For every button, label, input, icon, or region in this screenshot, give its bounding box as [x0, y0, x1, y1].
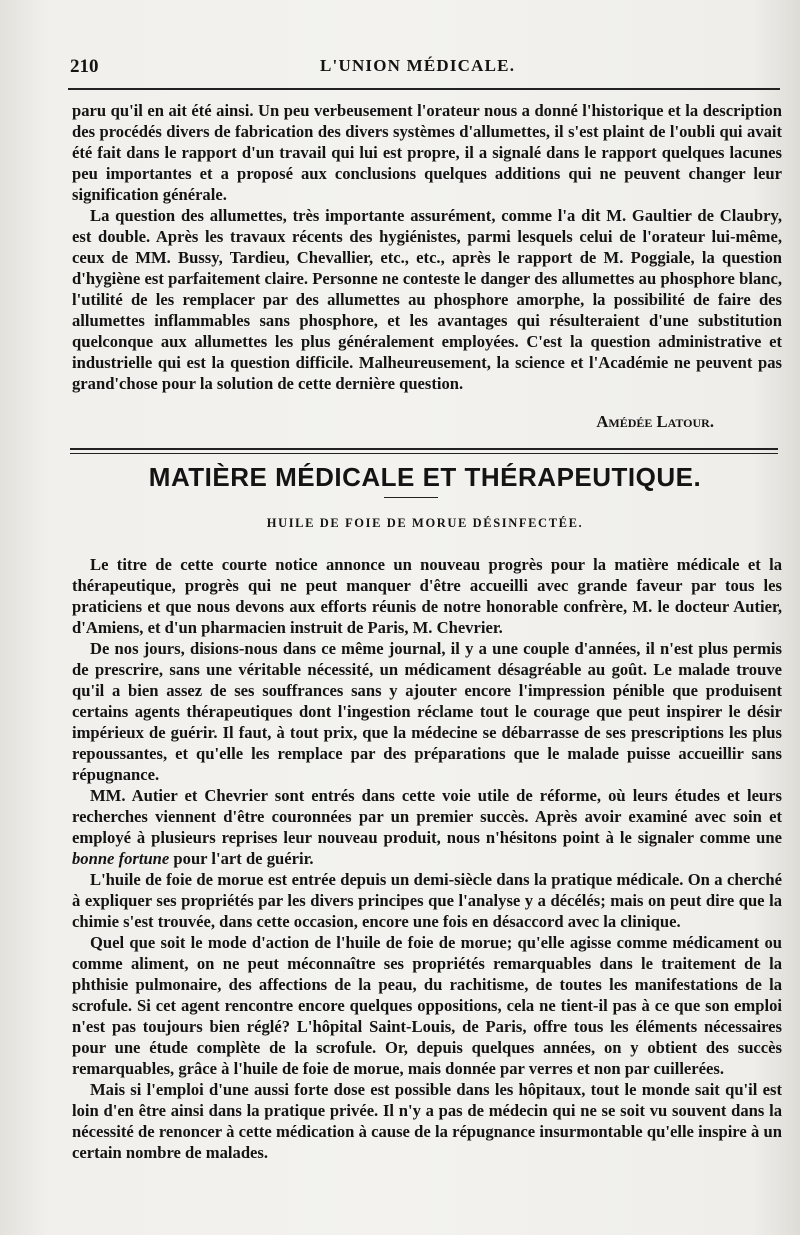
- article-subtitle: HUILE DE FOIE DE MORUE DÉSINFECTÉE.: [266, 516, 584, 530]
- article-paragraph: De nos jours, disions-nous dans ce même journal, il y a une couple d'années, il n'est plus permis de prescrire, sans une véritable nécessité, un médicament désagréable au goût. Le malade trouve qu'il a bien assez de ses souffrances sans y ajouter encore l'impression pénible que produisent certains agents thérapeutiques dont l'ingestion réclame tout le courage que peut inspirer le désir impérieux de guérir. Il faut, à tout prix, que la médecine se débarrasse de ses prescriptions les plus repoussantes, et qu'elle les remplace par des préparations que le malade puisse accueillir sans répugnance.: [72, 639, 782, 784]
- intro-paragraph: paru qu'il en ait été ainsi. Un peu verbeusement l'orateur nous a donné l'historique et la description des procédés divers de fabrication des divers systèmes d'allumettes, il s'est plaint de l'oubli qui avait été fait dans le rapport d'un travail qui lui est propre, il a signalé dans le rapport quelques lacunes peu importantes et a proposé aux conclusions quelques additions qui ne peuvent changer leur signification générale.: [72, 101, 782, 204]
- section-title: MATIÈRE MÉDICALE ET THÉRAPEUTIQUE.: [148, 462, 702, 492]
- section-divider: [70, 448, 778, 454]
- intro-paragraph: La question des allumettes, très importante assurément, comme l'a dit M. Gaultier de Claubry, est double. Après les travaux récents des hygiénistes, parmi lesquels celui de l'orateur lui-même, ceux de MM. Bussy, Tardieu, Chevallier, etc., etc., après le rapport de M. Poggiale, la question d'hygiène est parfaitement claire. Personne ne conteste le danger des allumettes au phosphore blanc, l'utilité de les remplacer par des allumettes au phosphore amorphe, la possibilité de faire des allumettes inflammables sans phosphore, et les avantages qui résulteraient d'une substitution quelconque aux allumettes les plus généralement employées. C'est la question administrative et industrielle qui est la question difficile. Malheureusement, la science et l'Académie ne peuvent pas grand'chose pour la solution de cette dernière question.: [72, 206, 782, 393]
- article-text: [72, 554, 782, 1163]
- article-paragraph: Le titre de cette courte notice annonce un nouveau progrès pour la matière médicale et la thérapeutique, progrès qui ne peut manquer d'être accueilli avec grande faveur par tous les praticiens et que nous devons aux efforts réunis de notre honorable confrère, M. le docteur Autier, d'Amiens, et d'un pharmacien instruit de Paris, M. Chevrier.: [72, 555, 782, 637]
- article-paragraph: [72, 785, 782, 869]
- article-paragraph: Quel que soit le mode d'action de l'huile de foie de morue; qu'elle agisse comme médicament ou comme aliment, on ne peut méconnaître ses propriétés remarquables dans le traitement de la phthisie pulmonaire, des affections de la peau, du rachitisme, de toutes les manifestations de la scrofule. Si cet agent rencontre encore quelques oppositions, cela ne tient-il pas à ce que son emploi n'est pas toujours bien réglé? L'hôpital Saint-Louis, de Paris, offre tous les éléments nécessaires pour une étude complète de la scrofule. Or, depuis quelques années, on y obtient des succès remarquables, grâce à l'huile de foie de morue, mais donnée par verres et non par cuillerées.: [72, 933, 782, 1078]
- article-paragraph: Mais si l'emploi d'une aussi forte dose est possible dans les hôpitaux, tout le monde sait qu'il est loin d'en être ainsi dans la pratique privée. Il n'y a pas de médecin qui ne se soit vu souvent dans la nécessité de renoncer à cette médication à cause de la répugnance insurmontable qu'elle inspire à un certain nombre de malades.: [72, 1080, 782, 1162]
- emphasized-phrase: bonne fortune: [72, 849, 170, 868]
- paragraph-text: pour l'art de guérir.: [169, 849, 314, 868]
- page-number: 210: [70, 56, 99, 77]
- title-rule: [384, 497, 438, 498]
- intro-text: [72, 100, 782, 394]
- author-signature: Amédée Latour.: [596, 412, 714, 431]
- page-header: [70, 52, 780, 82]
- article-paragraph: L'huile de foie de morue est entrée depuis un demi-siècle dans la pratique médicale. On a cherché à expliquer ses propriétés par les divers principes que l'analyse y a décélés; mais on peut dire que la chimie s'est trouvée, dans cette occasion, encore une fois en désaccord avec la clinique.: [72, 870, 782, 931]
- header-rule: [68, 88, 780, 90]
- running-title: L'UNION MÉDICALE.: [320, 56, 516, 75]
- paragraph-text: MM. Autier et Chevrier sont entrés dans cette voie utile de réforme, où leurs études et leurs recherches viennent d'être couronnées par un premier succès. Après avoir examiné avec soin et employé à plusieurs reprises leur nouveau produit, nous n'hésitons point à le signaler comme une: [72, 786, 782, 847]
